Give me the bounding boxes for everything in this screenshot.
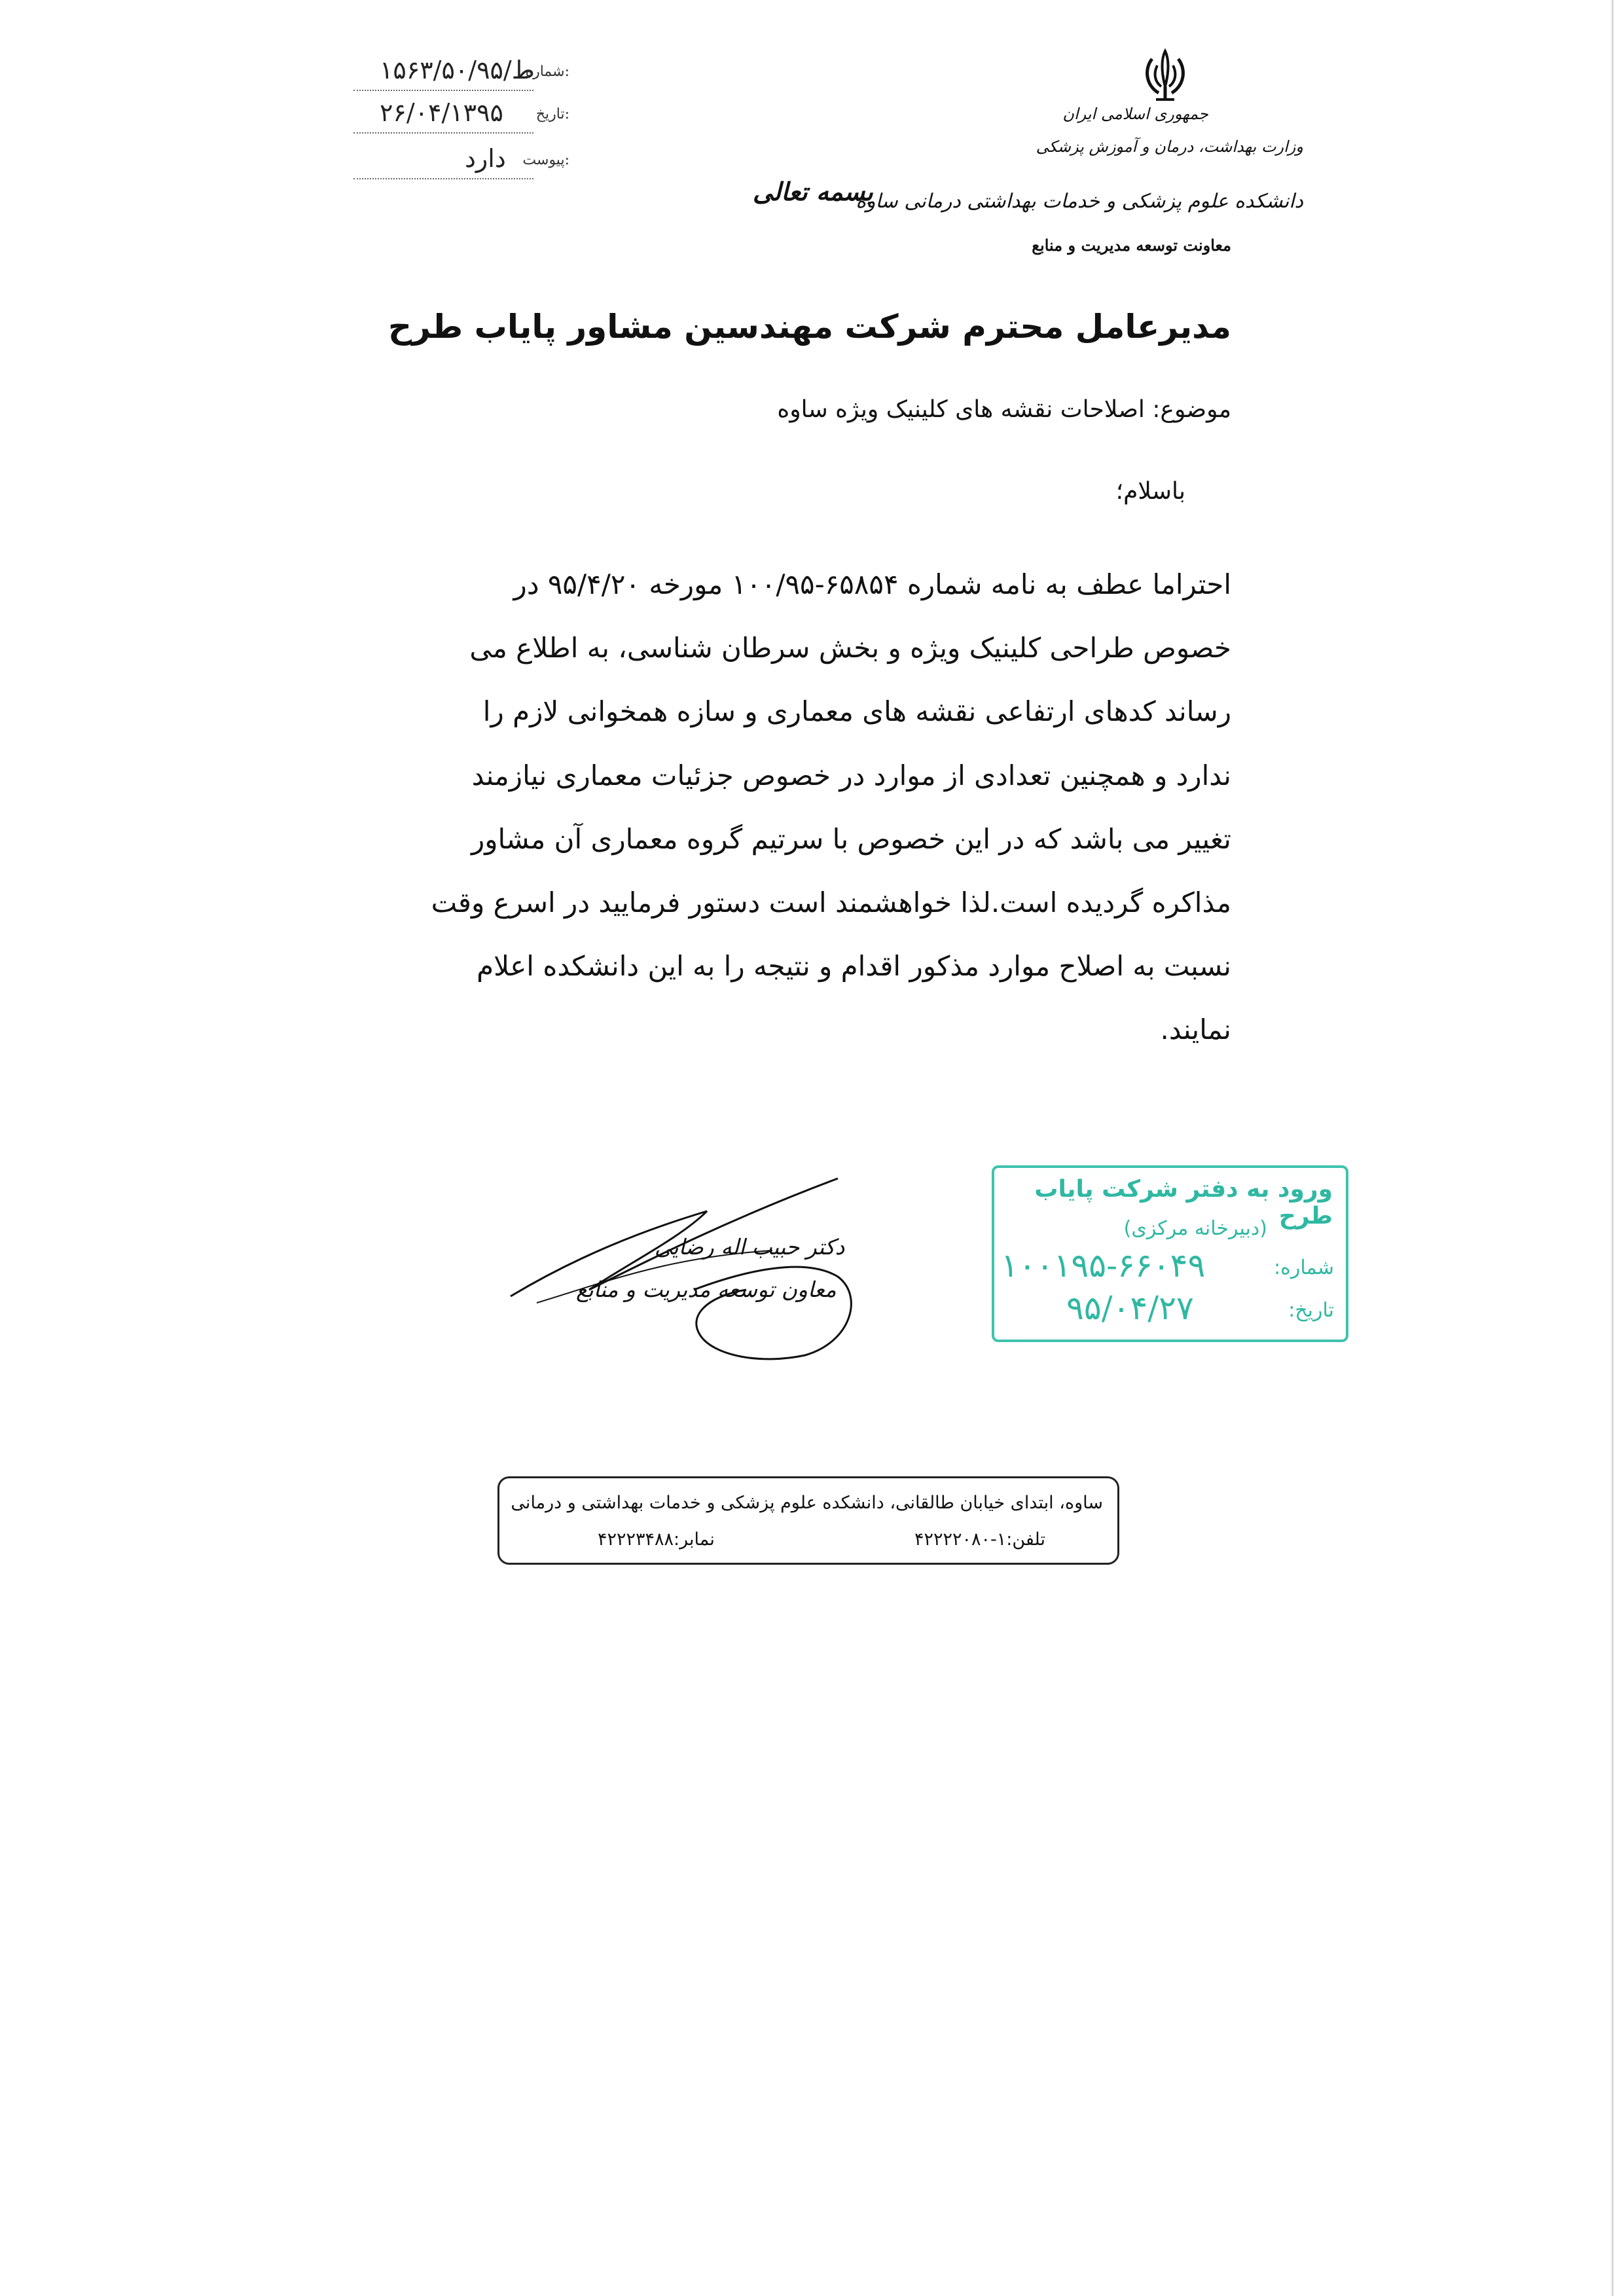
letter-date-field <box>353 98 569 137</box>
letter-number-value: ۱۵۶۳/۵۰/ط/۹۵ <box>380 56 535 84</box>
basmala: بسمه تعالی <box>753 177 873 206</box>
letter-attachment-field <box>353 144 569 183</box>
org-deputy: معاونت توسعه مدیریت و منابع <box>1032 236 1231 255</box>
body-line: نسبت به اصلاح موارد مذکور اقدام و نتیجه را به این دانشکده اعلام <box>477 950 1231 982</box>
stamp-number-value: ۱۰۰۱۹۵-۶۶۰۴۹ <box>1001 1247 1206 1285</box>
stamp-date-value: ۹۵/۰۴/۲۷ <box>1066 1289 1194 1327</box>
footer-phone: تلفن:۱-۴۲۲۲۲۰۸۰ <box>914 1529 1045 1550</box>
subject-line: موضوع: اصلاحات نقشه های کلینیک ویژه ساوه <box>777 396 1231 423</box>
body-line: ندارد و همچنین تعدادی از موارد در خصوص جزئیات معماری نیازمند <box>471 759 1231 792</box>
iran-emblem-icon <box>1132 46 1198 105</box>
org-university: دانشکده علوم پزشکی و خدمات بهداشتی درمانی ساوه <box>856 190 1303 213</box>
body-line: خصوص طراحی کلینیک ویژه و بخش سرطان شناسی، به اطلاع می <box>469 632 1231 664</box>
footer-fax: نمابر:۴۲۲۲۳۴۸۸ <box>598 1529 715 1550</box>
stamp-subtitle: (دبیرخانه مرکزی) <box>1123 1217 1267 1240</box>
signatory-name: دکتر حبیب اله رضایی <box>655 1234 845 1260</box>
signature-scribble <box>497 1159 890 1375</box>
footer-address: ساوه، ابتدای خیابان طالقانی، دانشکده علوم پزشکی و خدمات بهداشتی و درمانی <box>511 1493 1103 1513</box>
addressee: مدیرعامل محترم شرکت مهندسین مشاور پایاب طرح <box>388 308 1231 346</box>
org-ministry: وزارت بهداشت، درمان و آموزش پزشکی <box>1036 137 1303 156</box>
signatory-title: معاون توسعه مدیریت و منابع <box>576 1277 837 1302</box>
page-edge <box>1612 0 1614 2296</box>
stamp-number-label: شماره: <box>1274 1256 1334 1279</box>
receipt-stamp <box>992 1165 1348 1342</box>
body-line: مذاکره گردیده است.لذا خواهشمند است دستور فرمایید در اسرع وقت <box>431 886 1231 919</box>
letter-date-value: ۲۶/۰۴/۱۳۹۵ <box>380 98 503 127</box>
body-line: احتراما عطف به نامه شماره ۶۵۸۵۴-۱۰۰/۹۵ مورخه ۹۵/۴/۲۰ در <box>513 568 1231 600</box>
org-republic: جمهوری اسلامی ایران <box>1062 105 1208 123</box>
letter-attachment-value: دارد <box>465 144 506 173</box>
letter-date-label: تاریخ: <box>535 106 569 122</box>
greeting: باسلام؛ <box>1115 478 1185 505</box>
letter-number-label: شماره: <box>525 64 569 80</box>
body-line: نمایند. <box>1160 1013 1231 1046</box>
body-line: تغییر می باشد که در این خصوص با سرتیم گروه معماری آن مشاور <box>471 823 1231 855</box>
letter-number-field <box>353 56 569 95</box>
body-line: رساند کدهای ارتفاعی نقشه های معماری و سازه همخوانی لازم را <box>482 695 1231 727</box>
letter-attachment-label: پیوست: <box>522 152 569 168</box>
footer-contact-box <box>497 1476 1119 1565</box>
stamp-date-label: تاریخ: <box>1288 1299 1334 1322</box>
stamp-title: ورود به دفتر شرکت پایاب طرح <box>1034 1176 1333 1230</box>
